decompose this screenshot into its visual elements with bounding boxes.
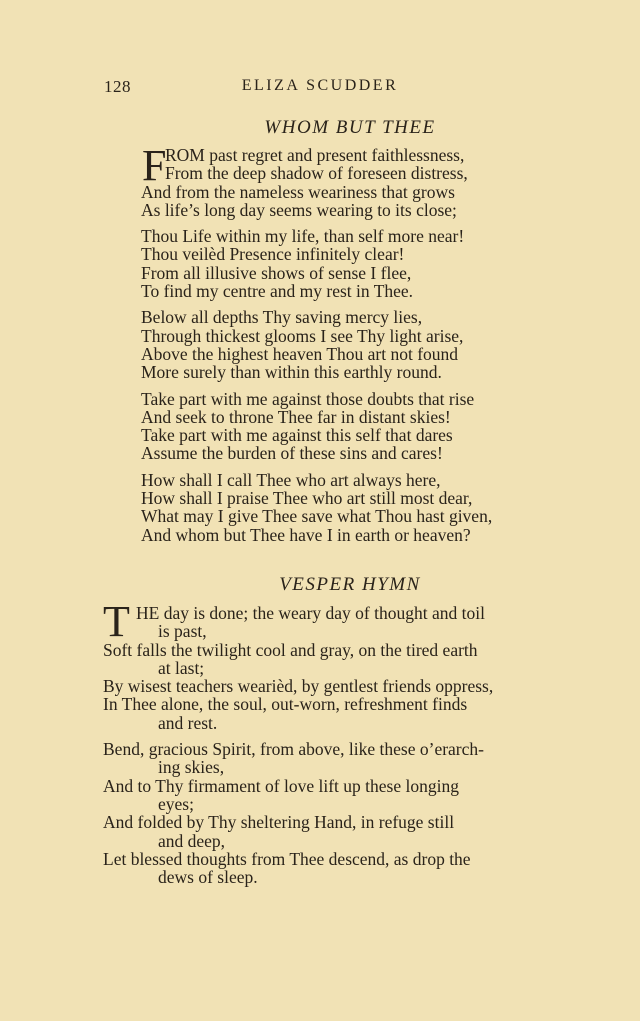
poem-line: Soft falls the twilight cool and gray, on the tired earth: [103, 639, 478, 660]
poem-line: From all illusive shows of sense I flee,: [141, 262, 412, 283]
poem-vesper-hymn: [103, 597, 593, 888]
stanza-1: [141, 141, 492, 220]
stanza-2: [141, 227, 492, 300]
poem-line: And folded by Thy sheltering Hand, in refuge still: [103, 812, 455, 833]
poem-line: As life’s long day seems wearing to its close;: [141, 199, 457, 220]
poem-line: is past,: [158, 621, 207, 642]
poem-line: Below all depths Thy saving mercy lies,: [141, 307, 423, 328]
stanza-1: [103, 597, 593, 733]
drop-cap-f: F: [142, 141, 167, 190]
poem-line: ing skies,: [158, 757, 225, 778]
poem-line: Take part with me against this self that dares: [141, 425, 453, 446]
poem-line: Above the highest heaven Thou art not found: [141, 343, 459, 364]
poem-line: Bend, gracious Spirit, from above, like these o’erarch-: [103, 739, 484, 760]
drop-cap-t: T: [103, 597, 130, 646]
poem-title-vesper-hymn: VESPER HYMN: [279, 574, 421, 595]
poem-line: Let blessed thoughts from Thee descend, as drop the: [103, 848, 471, 869]
poem-line: dews of sleep.: [158, 867, 258, 888]
poem-line: From the deep shadow of foreseen distress,: [165, 163, 468, 184]
poem-line: Thou Life within my life, than self more near!: [141, 226, 465, 247]
poem-line: And from the nameless weariness that grows: [141, 181, 455, 202]
poem-line: eyes;: [158, 793, 194, 814]
page-header: [0, 77, 640, 99]
poem-line: Assume the burden of these sins and cares!: [141, 443, 443, 464]
stanza-3: [141, 308, 492, 381]
poem-line: How shall I call Thee who art always here,: [141, 469, 441, 490]
poem-line: Thou veilèd Presence infinitely clear!: [141, 244, 405, 265]
poem-title-whom-but-thee: WHOM BUT THEE: [264, 117, 436, 138]
poem-line: More surely than within this earthly round.: [141, 362, 442, 383]
poem-line: By wisest teachers wearièd, by gentlest friends oppress,: [103, 676, 494, 697]
stanza-4: [141, 390, 492, 463]
poem-whom-but-thee: [141, 141, 493, 552]
poem-line: at last;: [158, 657, 205, 678]
poem-line: HE day is done; the weary day of thought and toil: [136, 603, 485, 623]
poem-line: And whom but Thee have I in earth or heaven?: [141, 524, 471, 545]
poem-line: and rest.: [158, 712, 218, 733]
poem-line: What may I give Thee save what Thou hast given,: [141, 506, 493, 527]
poem-line: ROM past regret and present faithlessness,: [165, 145, 465, 165]
poem-line: To find my centre and my rest in Thee.: [141, 281, 414, 302]
poem-line: And to Thy firmament of love lift up these longing: [103, 775, 459, 796]
poem-line: How shall I praise Thee who art still most dear,: [141, 488, 473, 509]
running-head: ELIZA SCUDDER: [241, 77, 399, 94]
poem-line: In Thee alone, the soul, out-worn, refreshment finds: [103, 694, 468, 715]
poem-line: Take part with me against those doubts that rise: [141, 388, 475, 409]
poem-line: and deep,: [158, 830, 226, 851]
poem-line: Through thickest glooms I see Thy light arise,: [141, 325, 464, 346]
page-number: 128: [104, 77, 131, 96]
stanza-5: [141, 471, 492, 544]
poem-line: And seek to throne Thee far in distant skies!: [141, 406, 451, 427]
stanza-2: [103, 740, 593, 886]
